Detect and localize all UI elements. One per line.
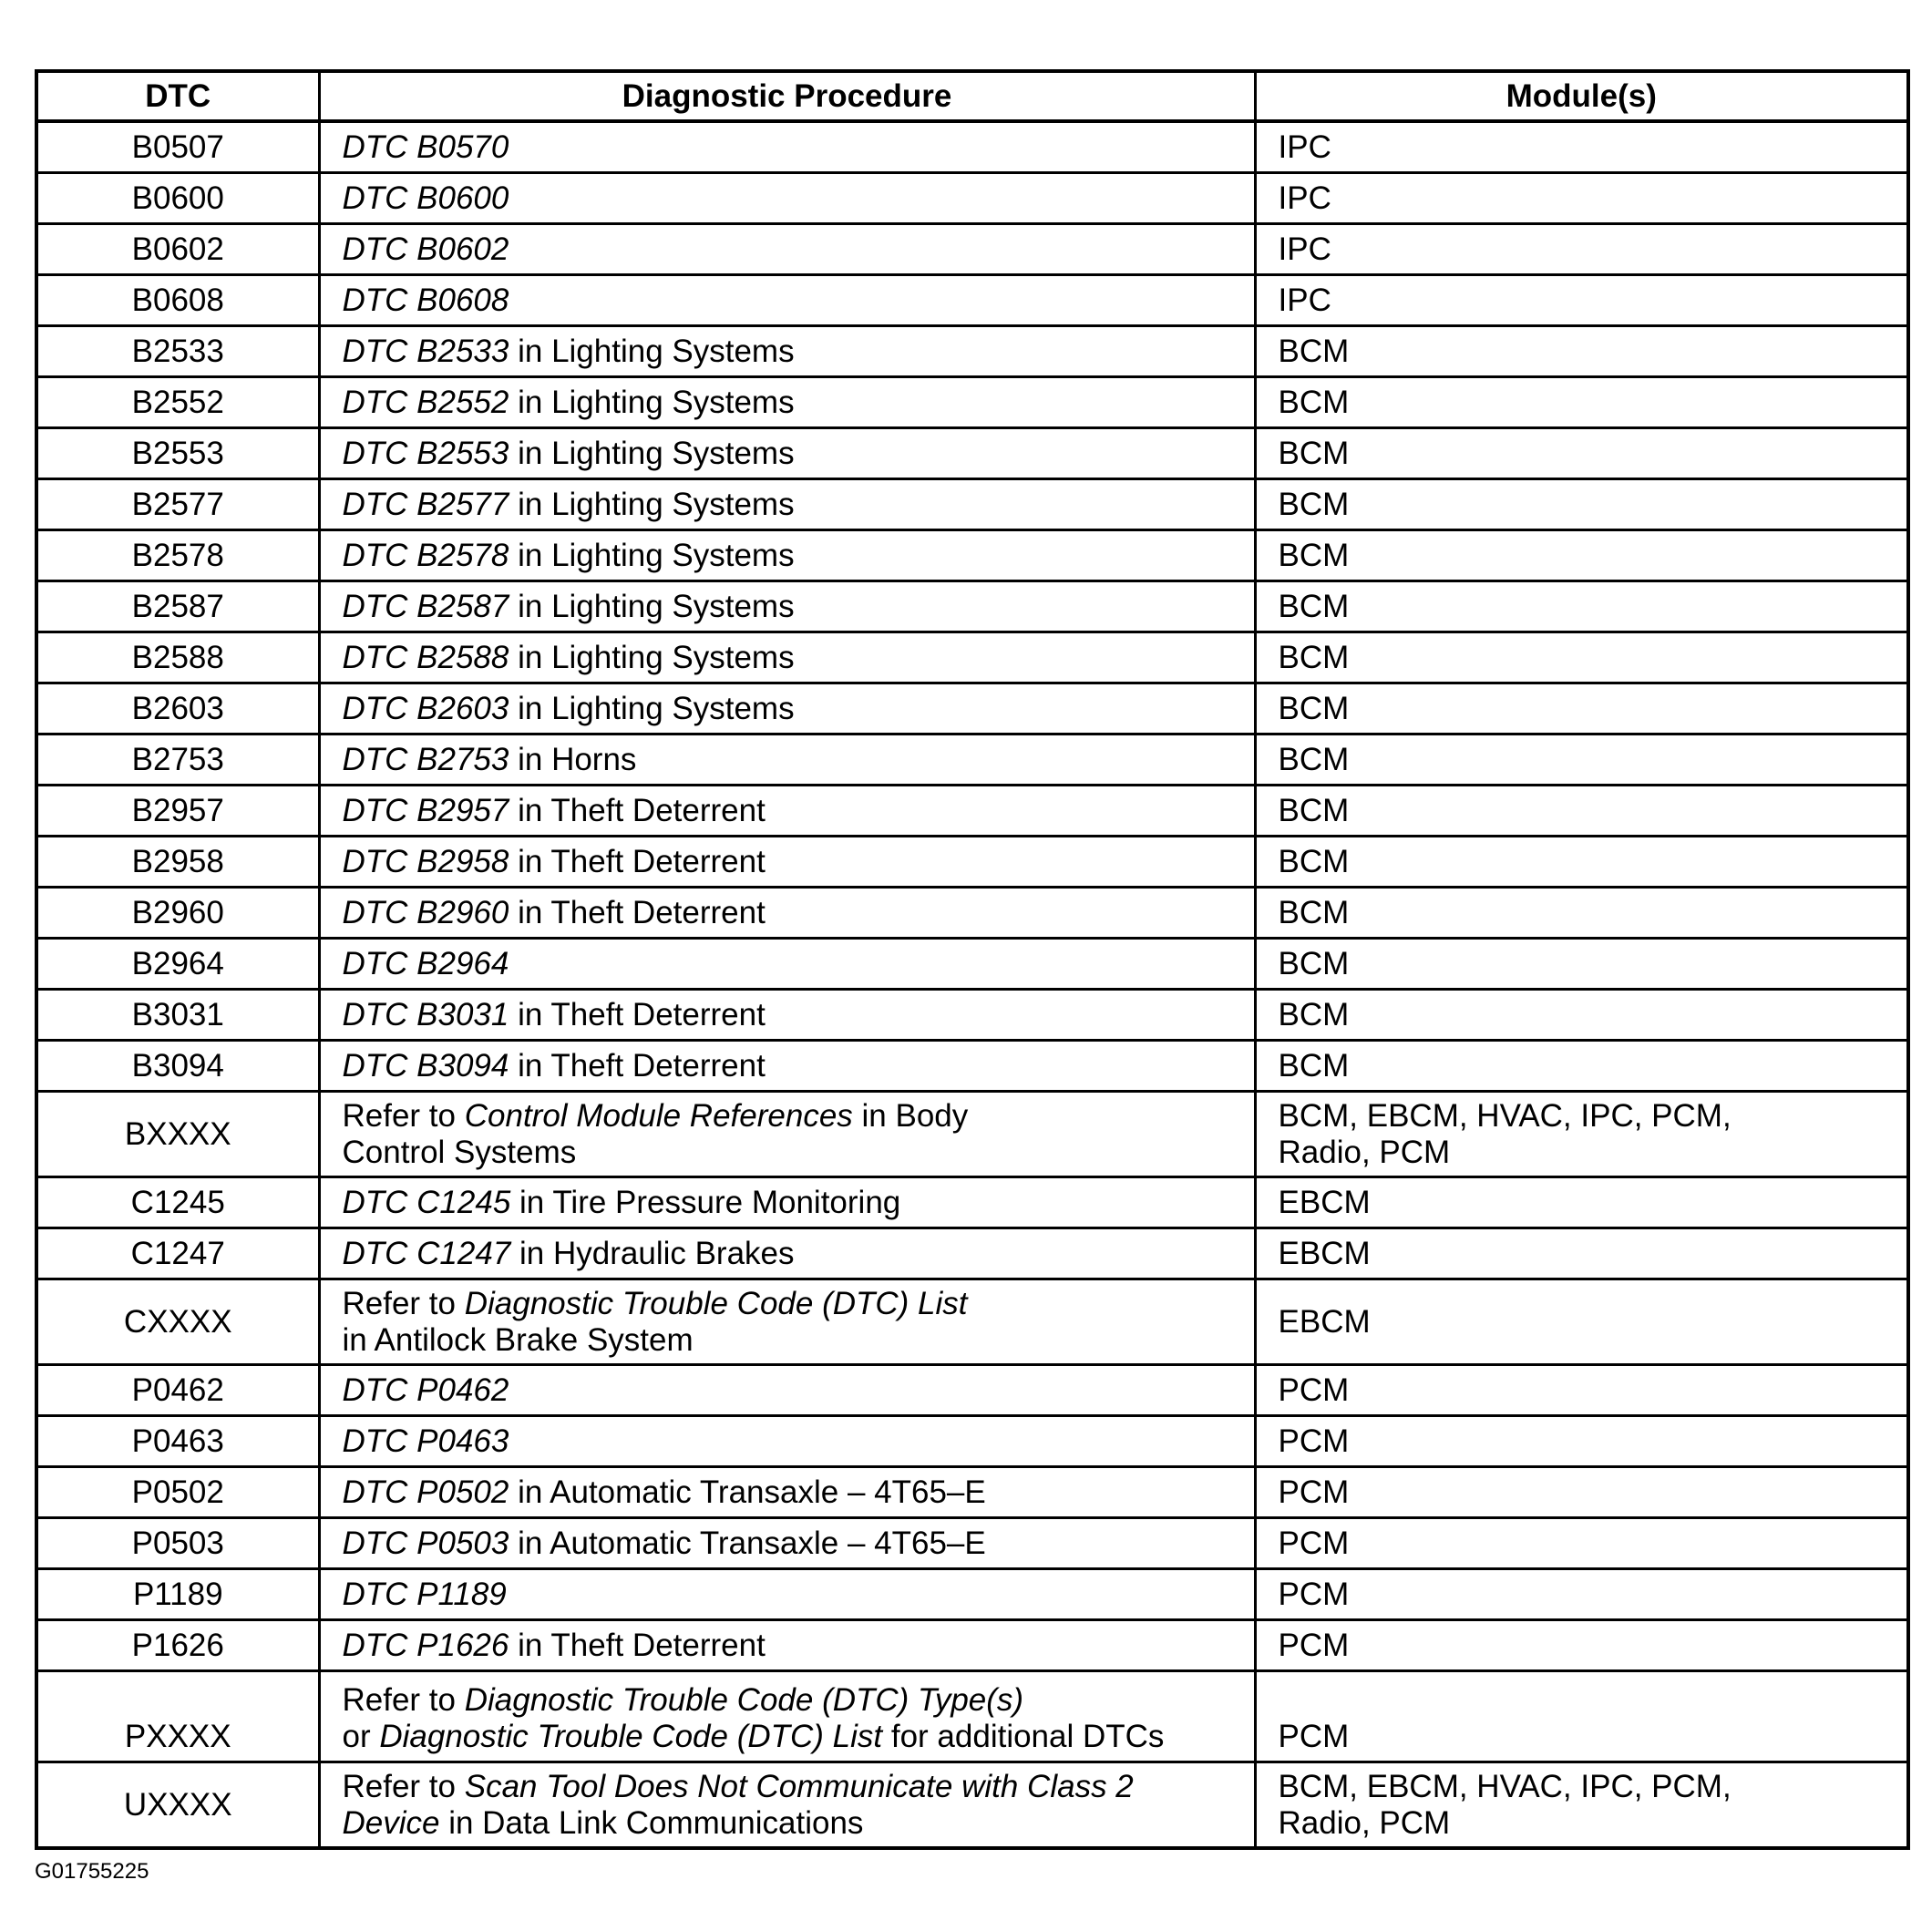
diagnostic-procedure-cell [319, 786, 1255, 837]
modules-cell [1255, 1177, 1908, 1228]
module-line: BCM [1278, 894, 1350, 930]
dtc-code-cell: B2753 [36, 734, 319, 786]
modules-cell [1255, 734, 1908, 786]
table-row [36, 1569, 1908, 1620]
modules-cell [1255, 837, 1908, 888]
dtc-code-cell: B2957 [36, 786, 319, 837]
procedure-line [343, 997, 1232, 1033]
diagnostic-procedure-cell [319, 1620, 1255, 1671]
modules-cell [1255, 632, 1908, 683]
header-dtc: DTC [36, 71, 319, 121]
header-diagnostic-procedure: Diagnostic Procedure [319, 71, 1255, 121]
dtc-code-cell: B0600 [36, 173, 319, 224]
procedure-line [343, 538, 1232, 574]
procedure-text: Refer to [342, 1682, 465, 1718]
module-line: BCM, EBCM, HVAC, IPC, PCM, [1278, 1097, 1732, 1134]
module-line: Radio, PCM [1278, 1134, 1451, 1170]
procedure-line [343, 1577, 1232, 1613]
procedure-reference-text: DTC P1189 [342, 1576, 507, 1612]
procedure-reference-text: DTC B2588 [342, 639, 509, 675]
procedure-line [343, 1628, 1232, 1664]
table-row [36, 479, 1908, 530]
diagnostic-procedure-cell [319, 581, 1255, 632]
procedure-text: in Lighting Systems [509, 639, 795, 675]
modules-cell [1255, 1092, 1908, 1177]
dtc-code-cell: B2552 [36, 377, 319, 428]
procedure-text: in Lighting Systems [509, 486, 795, 522]
table-row [36, 837, 1908, 888]
module-line: IPC [1278, 180, 1331, 216]
header-modules: Module(s) [1255, 71, 1908, 121]
module-line: BCM [1278, 1047, 1350, 1084]
procedure-reference-text: DTC B2960 [342, 894, 509, 930]
modules-cell [1255, 479, 1908, 530]
procedure-reference-text: DTC B3031 [342, 996, 509, 1032]
module-line: PCM [1278, 1371, 1350, 1408]
diagnostic-procedure-cell [319, 530, 1255, 581]
module-line: BCM, EBCM, HVAC, IPC, PCM, [1278, 1768, 1732, 1804]
procedure-line [343, 231, 1232, 268]
modules-cell [1255, 1041, 1908, 1092]
module-line: BCM [1278, 843, 1350, 879]
diagnostic-procedure-cell [319, 1177, 1255, 1228]
diagnostic-procedure-cell [319, 479, 1255, 530]
table-row [36, 377, 1908, 428]
module-line: BCM [1278, 384, 1350, 420]
module-line: BCM [1278, 333, 1350, 369]
table-row [36, 1228, 1908, 1279]
module-line: EBCM [1278, 1184, 1371, 1220]
diagnostic-procedure-cell [319, 275, 1255, 326]
dtc-code-cell: B2587 [36, 581, 319, 632]
procedure-reference-text: DTC B2603 [342, 690, 509, 726]
procedure-text: in Theft Deterrent [509, 843, 766, 879]
procedure-line [343, 640, 1232, 676]
procedure-line [343, 385, 1232, 421]
diagnostic-procedure-cell [319, 939, 1255, 990]
procedure-reference-text: Diagnostic Trouble Code (DTC) List [464, 1285, 968, 1321]
diagnostic-procedure-cell [319, 1416, 1255, 1467]
diagnostic-procedure-cell [319, 121, 1255, 173]
procedure-reference-text: DTC B3094 [342, 1047, 509, 1084]
dtc-table [35, 69, 1910, 1850]
modules-cell [1255, 224, 1908, 275]
dtc-code-cell: C1245 [36, 1177, 319, 1228]
table-row [36, 632, 1908, 683]
procedure-line [343, 1805, 1232, 1842]
diagnostic-procedure-cell [319, 837, 1255, 888]
dtc-code-cell: B3094 [36, 1041, 319, 1092]
table-header [36, 71, 1908, 121]
dtc-code-cell: B0507 [36, 121, 319, 173]
procedure-reference-text: Scan Tool Does Not Communicate with Class 2 [464, 1768, 1134, 1804]
procedure-reference-text: DTC B0600 [342, 180, 509, 216]
diagnostic-procedure-cell [319, 990, 1255, 1041]
modules-cell [1255, 939, 1908, 990]
module-line: PCM [1278, 1474, 1350, 1510]
modules-cell [1255, 275, 1908, 326]
procedure-reference-text: DTC B2553 [342, 435, 509, 471]
modules-cell [1255, 1671, 1908, 1762]
module-line: PCM [1278, 1576, 1350, 1612]
procedure-reference-text: DTC B2578 [342, 537, 509, 573]
diagnostic-procedure-cell [319, 428, 1255, 479]
procedure-text: in Horns [509, 741, 637, 777]
dtc-code-cell: B2958 [36, 837, 319, 888]
dtc-code-cell: BXXXX [36, 1092, 319, 1177]
module-line: PCM [1278, 1719, 1350, 1754]
module-line: BCM [1278, 639, 1350, 675]
module-line: EBCM [1278, 1235, 1371, 1271]
procedure-line [343, 1185, 1232, 1221]
procedure-reference-text: DTC P0503 [342, 1525, 509, 1561]
procedure-line [343, 742, 1232, 778]
procedure-reference-text: DTC B2552 [342, 384, 509, 420]
modules-cell [1255, 1569, 1908, 1620]
procedure-text: in Theft Deterrent [509, 792, 766, 828]
procedure-text: Refer to [342, 1285, 465, 1321]
modules-cell [1255, 786, 1908, 837]
procedure-line [343, 1474, 1232, 1511]
table-row [36, 530, 1908, 581]
module-line: Radio, PCM [1278, 1804, 1451, 1841]
procedure-line [343, 793, 1232, 829]
table-row [36, 888, 1908, 939]
table-row [36, 1620, 1908, 1671]
dtc-code-cell: B2588 [36, 632, 319, 683]
table-row [36, 990, 1908, 1041]
dtc-code-cell: B0602 [36, 224, 319, 275]
diagnostic-procedure-cell [319, 1041, 1255, 1092]
procedure-line [343, 1769, 1232, 1805]
diagnostic-procedure-cell [319, 1467, 1255, 1518]
table-row [36, 1416, 1908, 1467]
diagnostic-procedure-cell [319, 377, 1255, 428]
modules-cell [1255, 121, 1908, 173]
modules-cell [1255, 581, 1908, 632]
procedure-text: in Theft Deterrent [509, 1627, 766, 1663]
procedure-text: in Lighting Systems [509, 384, 795, 420]
procedure-text: in Data Link Communications [439, 1804, 864, 1841]
table-row [36, 1177, 1908, 1228]
table-row [36, 1279, 1908, 1365]
procedure-reference-text: DTC C1247 [342, 1235, 511, 1271]
module-line: PCM [1278, 1525, 1350, 1561]
module-line: PCM [1278, 1627, 1350, 1663]
diagnostic-procedure-cell [319, 1569, 1255, 1620]
dtc-code-cell: UXXXX [36, 1762, 319, 1849]
procedure-text: in Theft Deterrent [509, 996, 766, 1032]
procedure-text: in Automatic Transaxle – 4T65–E [509, 1525, 986, 1561]
modules-cell [1255, 1279, 1908, 1365]
module-line: BCM [1278, 435, 1350, 471]
procedure-reference-text: DTC P0463 [342, 1423, 509, 1459]
table-row [36, 939, 1908, 990]
table-row [36, 1518, 1908, 1569]
module-line: IPC [1278, 231, 1331, 267]
module-line: IPC [1278, 128, 1331, 165]
procedure-line [343, 1423, 1232, 1460]
figure-id: G01755225 [35, 1859, 149, 1884]
procedure-text: in Hydraulic Brakes [510, 1235, 795, 1271]
procedure-line [343, 1682, 1232, 1719]
modules-cell [1255, 1620, 1908, 1671]
dtc-code-cell: B2577 [36, 479, 319, 530]
procedure-reference-text: DTC B2577 [342, 486, 509, 522]
module-line: PCM [1278, 1423, 1350, 1459]
dtc-code-cell: B2533 [36, 326, 319, 377]
procedure-reference-text: DTC B2964 [342, 945, 509, 981]
procedure-text: or [342, 1719, 380, 1754]
diagnostic-procedure-cell [319, 1365, 1255, 1416]
procedure-text: in Automatic Transaxle – 4T65–E [509, 1474, 986, 1510]
diagnostic-procedure-cell [319, 632, 1255, 683]
procedure-reference-text: Diagnostic Trouble Code (DTC) Type(s) [464, 1682, 1024, 1718]
module-line: EBCM [1278, 1303, 1371, 1340]
modules-cell [1255, 530, 1908, 581]
table-row [36, 428, 1908, 479]
table-row [36, 1762, 1908, 1849]
table-row [36, 1041, 1908, 1092]
table-row [36, 1365, 1908, 1416]
procedure-line [343, 1098, 1232, 1135]
procedure-line [343, 1719, 1232, 1755]
dtc-code-cell: B2603 [36, 683, 319, 734]
dtc-code-cell: B2578 [36, 530, 319, 581]
module-line: BCM [1278, 741, 1350, 777]
table-row [36, 1467, 1908, 1518]
procedure-text: for additional DTCs [882, 1719, 1165, 1754]
procedure-reference-text: DTC B2957 [342, 792, 509, 828]
table-row [36, 224, 1908, 275]
procedure-text: in Antilock Brake System [342, 1321, 694, 1358]
table-row [36, 326, 1908, 377]
table-row [36, 173, 1908, 224]
diagnostic-procedure-cell [319, 1279, 1255, 1365]
procedure-text: Refer to [342, 1097, 465, 1134]
procedure-reference-text: DTC B2587 [342, 588, 509, 624]
diagnostic-procedure-cell [319, 1671, 1255, 1762]
modules-cell [1255, 1518, 1908, 1569]
procedure-line [343, 589, 1232, 625]
table-row [36, 1671, 1908, 1762]
modules-cell [1255, 990, 1908, 1041]
diagnostic-procedure-cell [319, 326, 1255, 377]
modules-cell [1255, 377, 1908, 428]
procedure-reference-text: Control Module References [464, 1097, 853, 1134]
diagnostic-procedure-cell [319, 683, 1255, 734]
procedure-reference-text: DTC P1626 [342, 1627, 509, 1663]
diagnostic-procedure-cell [319, 1092, 1255, 1177]
table-row [36, 786, 1908, 837]
procedure-text: Control Systems [342, 1134, 577, 1170]
modules-cell [1255, 326, 1908, 377]
table-row [36, 121, 1908, 173]
procedure-line [343, 487, 1232, 523]
table-row [36, 275, 1908, 326]
procedure-line [343, 1286, 1232, 1322]
procedure-line [343, 129, 1232, 166]
dtc-code-cell: P0502 [36, 1467, 319, 1518]
procedure-text: in Lighting Systems [509, 588, 795, 624]
diagnostic-procedure-cell [319, 1762, 1255, 1849]
dtc-code-cell: C1247 [36, 1228, 319, 1279]
modules-cell [1255, 1416, 1908, 1467]
procedure-reference-text: Device [342, 1804, 440, 1841]
procedure-line [343, 691, 1232, 727]
module-line: BCM [1278, 537, 1350, 573]
diagnostic-procedure-cell [319, 224, 1255, 275]
diagnostic-procedure-cell [319, 1518, 1255, 1569]
dtc-code-cell: CXXXX [36, 1279, 319, 1365]
table-row [36, 734, 1908, 786]
procedure-text: in Body [852, 1097, 969, 1134]
procedure-line [343, 1526, 1232, 1562]
procedure-reference-text: Diagnostic Trouble Code (DTC) List [379, 1719, 883, 1754]
procedure-line [343, 334, 1232, 370]
module-line: BCM [1278, 792, 1350, 828]
table-row [36, 581, 1908, 632]
dtc-code-cell: P0463 [36, 1416, 319, 1467]
procedure-text: in Lighting Systems [509, 333, 795, 369]
procedure-line [343, 844, 1232, 880]
dtc-code-cell: B2960 [36, 888, 319, 939]
procedure-reference-text: DTC P0462 [342, 1371, 509, 1408]
modules-cell [1255, 1365, 1908, 1416]
procedure-text: in Theft Deterrent [509, 894, 766, 930]
procedure-reference-text: DTC P0502 [342, 1474, 509, 1510]
table-row [36, 1092, 1908, 1177]
procedure-line [343, 1135, 1232, 1171]
procedure-line [343, 1048, 1232, 1084]
procedure-line [343, 1372, 1232, 1409]
procedure-line [343, 1322, 1232, 1359]
module-line: BCM [1278, 690, 1350, 726]
module-line: BCM [1278, 945, 1350, 981]
header-row [36, 71, 1908, 121]
procedure-line [343, 180, 1232, 217]
dtc-code-cell: P1189 [36, 1569, 319, 1620]
procedure-text: in Lighting Systems [509, 537, 795, 573]
procedure-reference-text: DTC B2533 [342, 333, 509, 369]
dtc-code-cell: B0608 [36, 275, 319, 326]
table-body [36, 121, 1908, 1848]
diagnostic-procedure-cell [319, 888, 1255, 939]
procedure-reference-text: DTC B2958 [342, 843, 509, 879]
modules-cell [1255, 888, 1908, 939]
diagnostic-procedure-cell [319, 173, 1255, 224]
procedure-line [343, 282, 1232, 319]
dtc-code-cell: P0462 [36, 1365, 319, 1416]
table-row [36, 683, 1908, 734]
procedure-reference-text: DTC C1245 [342, 1184, 511, 1220]
diagnostic-procedure-cell [319, 734, 1255, 786]
dtc-code-cell: P1626 [36, 1620, 319, 1671]
procedure-text: in Lighting Systems [509, 435, 795, 471]
procedure-text: in Theft Deterrent [509, 1047, 766, 1084]
modules-cell [1255, 683, 1908, 734]
module-line: BCM [1278, 996, 1350, 1032]
dtc-code-cell: B2553 [36, 428, 319, 479]
procedure-line [343, 1236, 1232, 1272]
module-line: IPC [1278, 282, 1331, 318]
dtc-code-cell: B2964 [36, 939, 319, 990]
modules-cell [1255, 1762, 1908, 1849]
procedure-line [343, 946, 1232, 982]
procedure-reference-text: DTC B0608 [342, 282, 509, 318]
procedure-text: in Tire Pressure Monitoring [510, 1184, 901, 1220]
procedure-reference-text: DTC B2753 [342, 741, 509, 777]
dtc-code-cell: P0503 [36, 1518, 319, 1569]
modules-cell [1255, 1467, 1908, 1518]
modules-cell [1255, 428, 1908, 479]
modules-cell [1255, 173, 1908, 224]
diagnostic-procedure-cell [319, 1228, 1255, 1279]
module-line: BCM [1278, 588, 1350, 624]
procedure-line [343, 436, 1232, 472]
procedure-text: Refer to [342, 1768, 465, 1804]
procedure-reference-text: DTC B0602 [342, 231, 509, 267]
modules-cell [1255, 1228, 1908, 1279]
dtc-code-cell: B3031 [36, 990, 319, 1041]
module-line: BCM [1278, 486, 1350, 522]
procedure-reference-text: DTC B0570 [342, 128, 509, 165]
dtc-code-cell: PXXXX [36, 1671, 319, 1762]
procedure-line [343, 895, 1232, 931]
procedure-text: in Lighting Systems [509, 690, 795, 726]
